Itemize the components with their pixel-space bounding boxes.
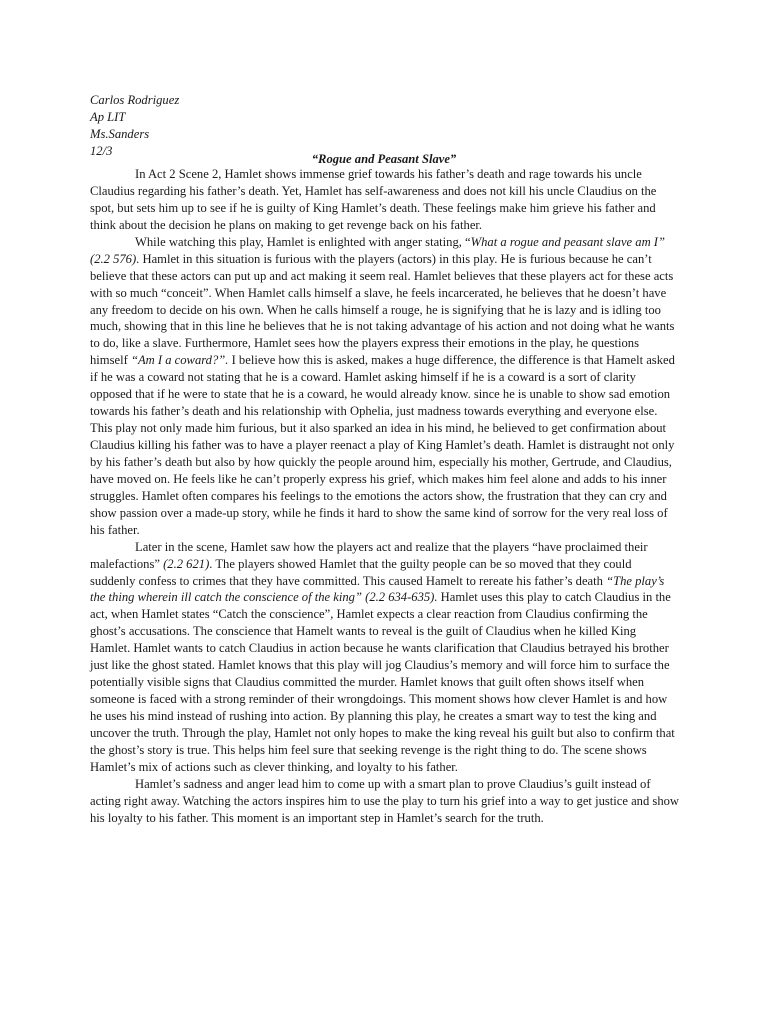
quotation-text: “The play’s: [606, 573, 665, 588]
body-text: Hamlet uses this play to catch Claudius in the: [437, 590, 671, 605]
body-text: with so much “conceit”. When Hamlet calls himself a slave, he feels incarcerated, he believes that he doesn’t have: [90, 285, 667, 300]
essay-line: [90, 623, 690, 640]
body-text: think about the decision he plans on making to get revenge back on his father.: [90, 217, 483, 232]
quotation-text: (2.2 621): [163, 556, 210, 571]
body-text: malefactions”: [90, 556, 164, 571]
essay-line: [90, 776, 690, 793]
body-text: Claudius regarding his father’s death. Yet, Hamlet has self-awareness and does not kill his uncle Claudius on the: [90, 183, 657, 198]
essay-line: [90, 437, 690, 454]
essay-line: [90, 217, 690, 234]
essay-line: [90, 657, 690, 674]
body-text: someone is faced with a strong reminder of their wrongdoings. This moment shows how clever Hamlet is and how: [90, 692, 668, 707]
body-text: struggles. Hamlet often compares his feelings to the emotions the actors show, the frustration that they can cry and: [90, 488, 667, 503]
body-text: In Act 2 Scene 2, Hamlet shows immense grief towards his father’s death and rage towards his uncle: [135, 167, 642, 181]
body-text: the ghost’s story is true. This helps him feel sure that seeking revenge is the right thing to do. The scene shows: [90, 742, 647, 757]
course-name: Ap LIT: [90, 110, 126, 124]
essay-line: [90, 352, 690, 369]
essay-line: [90, 640, 690, 657]
essay-line: [90, 708, 690, 725]
body-text: by his father’s death but also by how quickly the people around him, especially his mother, Gertrude, and Claudius,: [90, 454, 672, 469]
body-text: potentially visible signs that Claudius committed the murder. Hamlet knows that guilt often shows itself when: [90, 675, 645, 690]
essay-line: [90, 810, 690, 827]
body-text: himself: [90, 353, 131, 368]
quotation-text: (2.2 576): [90, 251, 137, 266]
teacher-name: Ms.Sanders: [90, 127, 150, 141]
essay-header: [90, 92, 179, 160]
essay-line: [90, 556, 690, 573]
essay-line: [90, 200, 690, 217]
body-text: This play not only made him furious, but it also sparked an idea in his mind, he believed to get confirmation about: [90, 421, 667, 436]
body-text: acting right away. Watching the actors inspires him to use the play to turn his grief into a way to get justice and show: [90, 793, 680, 808]
body-text: uncover the truth. Through the play, Hamlet not only hopes to make the king reveal his guilt but also to confirm that: [90, 725, 675, 740]
essay-line: [90, 488, 690, 505]
body-text: While watching this play, Hamlet is enlighted with anger stating, “: [135, 234, 471, 249]
body-text: to do, like a slave. Furthermore, Hamlet sees how the players express their emotions in the play, he questions: [90, 336, 639, 351]
body-text: believe that these actors can put up and act making it seem real. Hamlet believes that these players act for these acts: [90, 268, 674, 283]
quotation-text: What a rogue and peasant slave am I”: [470, 234, 666, 249]
essay-line: [90, 268, 690, 285]
essay-line: [90, 471, 690, 488]
body-text: Later in the scene, Hamlet saw how the players act and realize that the players “have proclaimed their: [135, 539, 648, 554]
essay-line: [90, 505, 690, 522]
essay-line: [90, 302, 690, 319]
body-text: his father.: [90, 522, 140, 537]
essay-date: 12/3: [90, 144, 113, 158]
essay-title: “Rogue and Peasant Slave”: [311, 152, 457, 166]
essay-line: [90, 759, 690, 776]
essay-line: [90, 573, 690, 590]
author-name: Carlos Rodriguez: [90, 93, 180, 107]
essay-line: [90, 691, 690, 708]
essay-body: [90, 166, 690, 827]
essay-line: [90, 742, 690, 759]
essay-line: [90, 725, 690, 742]
essay-line: [90, 674, 690, 691]
essay-line: [90, 251, 690, 268]
quotation-text: “Am I a coward?”.: [130, 353, 229, 368]
body-text: ghost’s accusations. The conscience that Hamelt wants to reveal is the guilt of Claudius when he killed King: [90, 624, 637, 639]
essay-line: [90, 285, 690, 302]
essay-line: [90, 454, 690, 471]
essay-line: [90, 318, 690, 335]
essay-line: [90, 335, 690, 352]
body-text: Hamlet’s mix of actions such as clever thinking, and loyalty to his father.: [90, 759, 458, 774]
body-text: Claudius killing his father was to have a player reenact a play of King Hamlet’s death. Hamlet is distraught not only: [90, 438, 675, 452]
body-text: have moved on. He feels like he can’t properly express his grief, which makes him feel alone and adds to his inner: [90, 471, 667, 486]
body-text: . The players showed Hamlet that the guilty people can be so moved that they could: [209, 556, 632, 571]
body-text: if he was a coward not stating that he is a coward. Hamlet asking himself if he is a coward is a sort of clarity: [90, 370, 636, 385]
essay-line: [90, 522, 690, 539]
body-text: spot, but sets him up to see if he is guilty of King Hamlet’s death. These feelings make him grieve his father and: [90, 200, 656, 215]
essay-line: [90, 403, 690, 420]
essay-line: [90, 369, 690, 386]
body-text: any freedom to decide on his own. When he calls himself a rouge, he is signifying that he is lazy and is idling too: [90, 302, 661, 317]
body-text: his loyalty to his father. This moment is an important step in Hamlet’s search for the truth.: [90, 810, 544, 825]
body-text: Hamlet’s sadness and anger lead him to come up with a smart plan to prove Claudius’s guilt instead of: [135, 776, 651, 791]
essay-line: [90, 793, 690, 810]
body-text: suddenly confess to crimes that they have committed. This caused Hamelt to rereate his father’s death: [90, 573, 607, 588]
body-text: . Hamlet in this situation is furious with the players (actors) in this play. He is furious because he can’t: [136, 251, 652, 266]
body-text: towards his father’s death and his relationship with Ophelia, just madness towards everything and everyone else.: [90, 404, 658, 419]
essay-line: [90, 589, 690, 606]
body-text: opposed that if he were to state that he is a coward, he would already know. since he is unable to show sad emotion: [90, 387, 671, 402]
body-text: Hamlet. Hamlet wants to catch Claudius in action because he wants clarification that Claudius betrayed his brother: [90, 641, 669, 656]
essay-line: [90, 539, 690, 556]
essay-line: [90, 606, 690, 623]
body-text: he uses his mind instead of rushing into action. By planning this play, he creates a smart way to test the king and: [90, 709, 657, 723]
essay-line: [90, 183, 690, 200]
essay-line: [90, 386, 690, 403]
essay-line: [90, 420, 690, 437]
body-text: act, when Hamlet states “Catch the conscience”, Hamlet expects a clear reaction from Claudius confirming the: [90, 607, 648, 622]
body-text: I believe how this is asked, makes a huge difference, the difference is that Hamelt asked: [228, 353, 675, 368]
essay-line: [90, 234, 690, 251]
body-text: show passion over a made-up story, while he finds it hard to show the same kind of sorrow for the very real loss of: [90, 505, 668, 520]
body-text: much, showing that in this line he believes that he is not taking advantage of his action and not doing what he wants: [90, 319, 675, 334]
quotation-text: the thing wherein ill catch the conscience of the king” (2.2 634-635).: [90, 590, 438, 605]
essay-line: [90, 166, 690, 183]
body-text: just like the ghost stated. Hamlet knows that this play will jog Claudius’s memory and will force him to surface the: [90, 658, 670, 673]
